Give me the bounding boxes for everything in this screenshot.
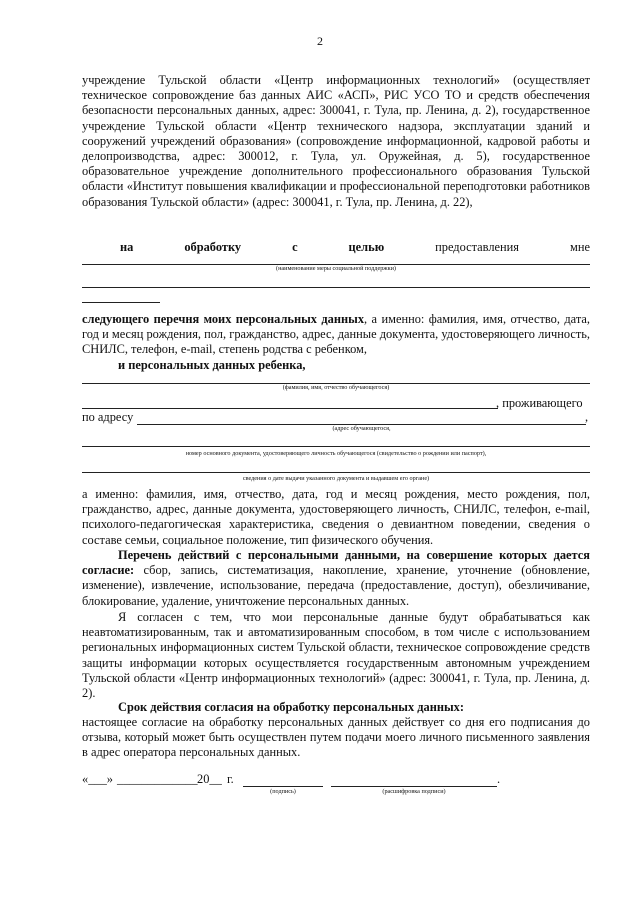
support-measure-line-2[interactable] [82, 287, 590, 288]
open-quote: « [82, 772, 89, 786]
actions-paragraph [82, 548, 590, 609]
purpose-word: мне [569, 240, 590, 254]
support-measure-caption: (наименование меры социальной поддержки) [276, 265, 396, 272]
year-blank[interactable]: __ [209, 772, 222, 786]
address-label: по адресу [82, 410, 134, 424]
purpose-word: целью [348, 240, 385, 254]
actions-heading: Перечень действий с персональными данными, на совершение которых дается согласие: [82, 548, 590, 578]
signature-line[interactable] [243, 786, 323, 787]
document-number-caption: номер основного документа, удостоверяющего личность обучающегося (свидетельство о рождении или паспорт), [185, 450, 487, 457]
child-data-list: а именно: фамилия, имя, отчество, дата, год и месяц рождения, место рождения, пол, гражданство, адрес, данные документа, удостоверяющего личность, СНИЛС, телефон, e-mail, психолого-педагогическая характеристика, сведения о девиантном поведении, сведения о составе семьи, социальное положение, тип физического обучения. [82, 487, 590, 547]
end-mark: . [497, 772, 501, 786]
purpose-word: предоставления [435, 240, 520, 254]
validity-heading: Срок действия согласия на обработку персональных данных: [118, 700, 465, 714]
personal-data-paragraph [82, 312, 590, 358]
day-blank[interactable]: ___ [88, 772, 107, 786]
personal-data-heading: следующего перечня моих персональных данных [82, 312, 365, 326]
consent-processing-paragraph: Я согласен с тем, что мои персональные данные будут обрабатываться как неавтоматизированным, так и автоматизированным способом, в том числе с использованием региональных информационных систем Тульской области, техническое сопровождение средств защиты информации которых осуществляется государственным автономным учреждением Тульской области «Центр информационных технологий» (адрес: 300041, г. Тула, пр. Ленина, д. 2). [82, 610, 590, 701]
student-address-caption: (адрес обучающегося, [332, 425, 391, 432]
child-data-heading: и персональных данных ребенка, [118, 358, 306, 372]
signature-decoding-line[interactable] [331, 786, 497, 787]
intro-paragraph: учреждение Тульской области «Центр информационных технологий» (осуществляет техническое сопровождение баз данных АИС «АСП», РИС УСО ТО и средств обеспечения безопасности персональных данных, адрес: 300041, г. Тула, пр. Ленина, д. 2), государственное учреждение Тульской области «Центр технического надзора, эксплуатации зданий и сооружений учреждений образования» (сопровождение информационной, кадровой работы и делопроизводства, адрес: 300012, г. Тула, ул. Оружейная, д. 5), государственное образовательное учреждение дополнительного профессионального образования Тульской области «Институт повышения квалификации и профессиональной переподготовки работников образования Тульской области» (адрес: 300041, г. Тула, пр. Ленина, д. 22), [82, 73, 590, 209]
document-date-caption: сведения о дате выдачи указанного документа и выдавшем его органе) [242, 475, 430, 482]
actions-list: сбор, запись, систематизация, накопление, хранение, уточнение (обновление, изменение), извлечение, использование, передача (предоставление, доступ), обезличивание, блокирование, удаление, уничтожение персональных данных. [82, 563, 590, 608]
purpose-word: обработку [184, 240, 242, 254]
date-day[interactable] [82, 772, 113, 787]
page-number: 2 [317, 34, 323, 48]
validity-text: настоящее согласие на обработку персональных данных действует со дня его подписания до отзыва, который может быть осуществлен путем подачи моего личного письменного заявления в адрес оператора персональных данных. [82, 715, 590, 760]
signature-caption: (подпись) [270, 788, 296, 795]
year-prefix: 20 [197, 772, 210, 786]
close-quote: » [106, 772, 113, 786]
document-date-line[interactable] [82, 472, 590, 473]
signature-decoding-caption: (расшифровка подписи) [382, 788, 446, 795]
comma: , [585, 410, 589, 424]
personal-data-list: , а именно: фамилия, имя, отчество, дата, год и месяц рождения, пол, гражданство, адрес, данные документа, удостоверяющего личность, СНИЛС, телефон, e-mail, степень родства с ребенком, [82, 312, 591, 357]
residing-text: , проживающего [496, 396, 583, 410]
student-name-caption: (фамилия, имя, отчество обучающегося) [282, 384, 390, 391]
date-year[interactable] [197, 772, 222, 787]
student-name-line-2[interactable] [82, 408, 498, 409]
document-number-line[interactable] [82, 446, 590, 447]
year-suffix: г. [227, 772, 234, 786]
purpose-word: на [120, 240, 134, 254]
purpose-line [120, 240, 590, 255]
purpose-word: с [292, 240, 298, 254]
date-month[interactable]: _____________ [117, 772, 198, 786]
support-measure-line-3[interactable] [82, 302, 160, 303]
